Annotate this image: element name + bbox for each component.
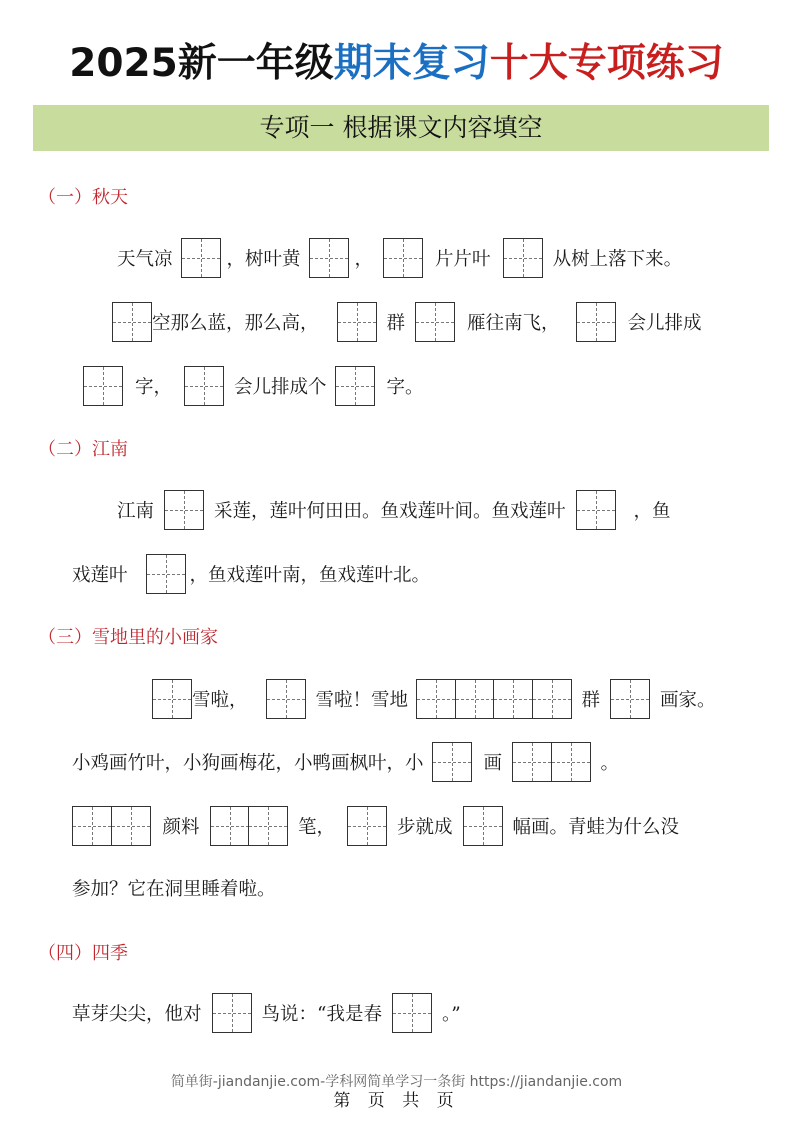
text-segment: ，树叶黄 <box>226 249 301 270</box>
text-segment: 雪啦， <box>192 690 248 711</box>
exercise-line <box>117 236 682 280</box>
text-segment: 天气凉 <box>117 249 173 270</box>
exercise-line <box>72 804 679 848</box>
exercise-line <box>72 552 430 596</box>
text-segment: 雪啦！雪地 <box>315 690 409 711</box>
answer-box[interactable] <box>416 679 456 719</box>
text-segment: 江南 <box>117 501 155 522</box>
answer-box[interactable] <box>415 302 455 342</box>
text-segment: 采莲，莲叶何田田。鱼戏莲叶间。鱼戏莲叶 <box>214 501 566 522</box>
answer-box[interactable] <box>503 238 543 278</box>
answer-box[interactable] <box>432 742 472 782</box>
text-segment: 雁往南飞， <box>467 313 560 334</box>
text-segment: 会儿排成 <box>627 313 702 334</box>
answer-box[interactable] <box>266 679 306 719</box>
answer-box[interactable] <box>347 806 387 846</box>
text-segment: 画 <box>483 753 503 774</box>
answer-box[interactable] <box>72 806 112 846</box>
text-segment: 从树上落下来。 <box>552 249 683 270</box>
footer-source: 简单街-jiandanjie.com-学科网简单学习一条街 https://jiandanjie.com <box>170 1074 623 1090</box>
answer-box[interactable] <box>551 742 591 782</box>
title-part-2: 期末复习 <box>333 41 490 86</box>
text-segment: 草芽尖尖，他对 <box>72 1004 202 1025</box>
exercise-line <box>72 866 276 910</box>
answer-box[interactable] <box>248 806 288 846</box>
answer-box[interactable] <box>392 993 432 1033</box>
text-segment: 笔， <box>298 817 336 838</box>
text-segment: 参加？它在洞里睡着啦。 <box>72 879 276 900</box>
answer-box[interactable] <box>532 679 572 719</box>
exercise-line <box>112 300 702 344</box>
answer-box[interactable] <box>164 490 204 530</box>
exercise-line <box>72 991 461 1035</box>
section-heading-2: （二）江南 <box>38 439 128 460</box>
page-counter: 第 页 共 页 <box>333 1091 460 1111</box>
answer-box[interactable] <box>212 993 252 1033</box>
answer-box[interactable] <box>463 806 503 846</box>
section-heading-4: （四）四季 <box>38 943 128 964</box>
section-heading-1: （一）秋天 <box>38 187 128 208</box>
answer-box[interactable] <box>455 679 495 719</box>
text-segment: 字。 <box>386 377 424 398</box>
answer-box[interactable] <box>146 554 186 594</box>
text-segment: ，鱼戏莲叶南，鱼戏莲叶北。 <box>189 565 431 586</box>
answer-box[interactable] <box>337 302 377 342</box>
section-banner: 专项一 根据课文内容填空 <box>33 105 769 151</box>
text-segment: 步就成 <box>397 817 453 838</box>
answer-box[interactable] <box>210 806 250 846</box>
text-segment: 片片叶 <box>435 249 491 270</box>
text-segment: 戏莲叶 <box>72 565 128 586</box>
text-segment: ，鱼 <box>633 501 671 522</box>
title-part-1: 2025新一年级 <box>69 41 334 86</box>
text-segment: 空那么蓝，那么高， <box>152 313 319 334</box>
text-segment: 字， <box>135 377 173 398</box>
answer-box[interactable] <box>576 302 616 342</box>
text-segment: 。” <box>441 1004 461 1025</box>
answer-box[interactable] <box>383 238 423 278</box>
text-segment: 。 <box>600 753 620 774</box>
answer-box[interactable] <box>112 302 152 342</box>
text-segment: 幅画。青蛙为什么没 <box>512 817 680 838</box>
text-segment: 画家。 <box>660 690 716 711</box>
answer-box[interactable] <box>111 806 151 846</box>
text-segment: ， <box>354 249 374 270</box>
text-segment: 颜料 <box>162 817 200 838</box>
answer-box[interactable] <box>309 238 349 278</box>
exercise-line <box>152 677 716 721</box>
text-segment: 群 <box>581 690 601 711</box>
exercise-line <box>117 488 671 532</box>
exercise-line <box>72 740 619 784</box>
answer-box[interactable] <box>152 679 192 719</box>
answer-box[interactable] <box>181 238 221 278</box>
text-segment: 鸟说：“我是春 <box>261 1004 382 1025</box>
answer-box[interactable] <box>493 679 533 719</box>
exercise-line <box>83 364 424 408</box>
section-heading-3: （三）雪地里的小画家 <box>38 627 218 648</box>
answer-box[interactable] <box>184 366 224 406</box>
answer-box[interactable] <box>610 679 650 719</box>
answer-box[interactable] <box>512 742 552 782</box>
answer-box[interactable] <box>576 490 616 530</box>
answer-box[interactable] <box>335 366 375 406</box>
text-segment: 小鸡画竹叶，小狗画梅花，小鸭画枫叶，小 <box>72 753 424 774</box>
title-part-3: 十大专项练习 <box>489 41 724 86</box>
text-segment: 群 <box>386 313 406 334</box>
answer-box[interactable] <box>83 366 123 406</box>
page-title <box>0 32 793 88</box>
text-segment: 会儿排成个 <box>234 377 327 398</box>
